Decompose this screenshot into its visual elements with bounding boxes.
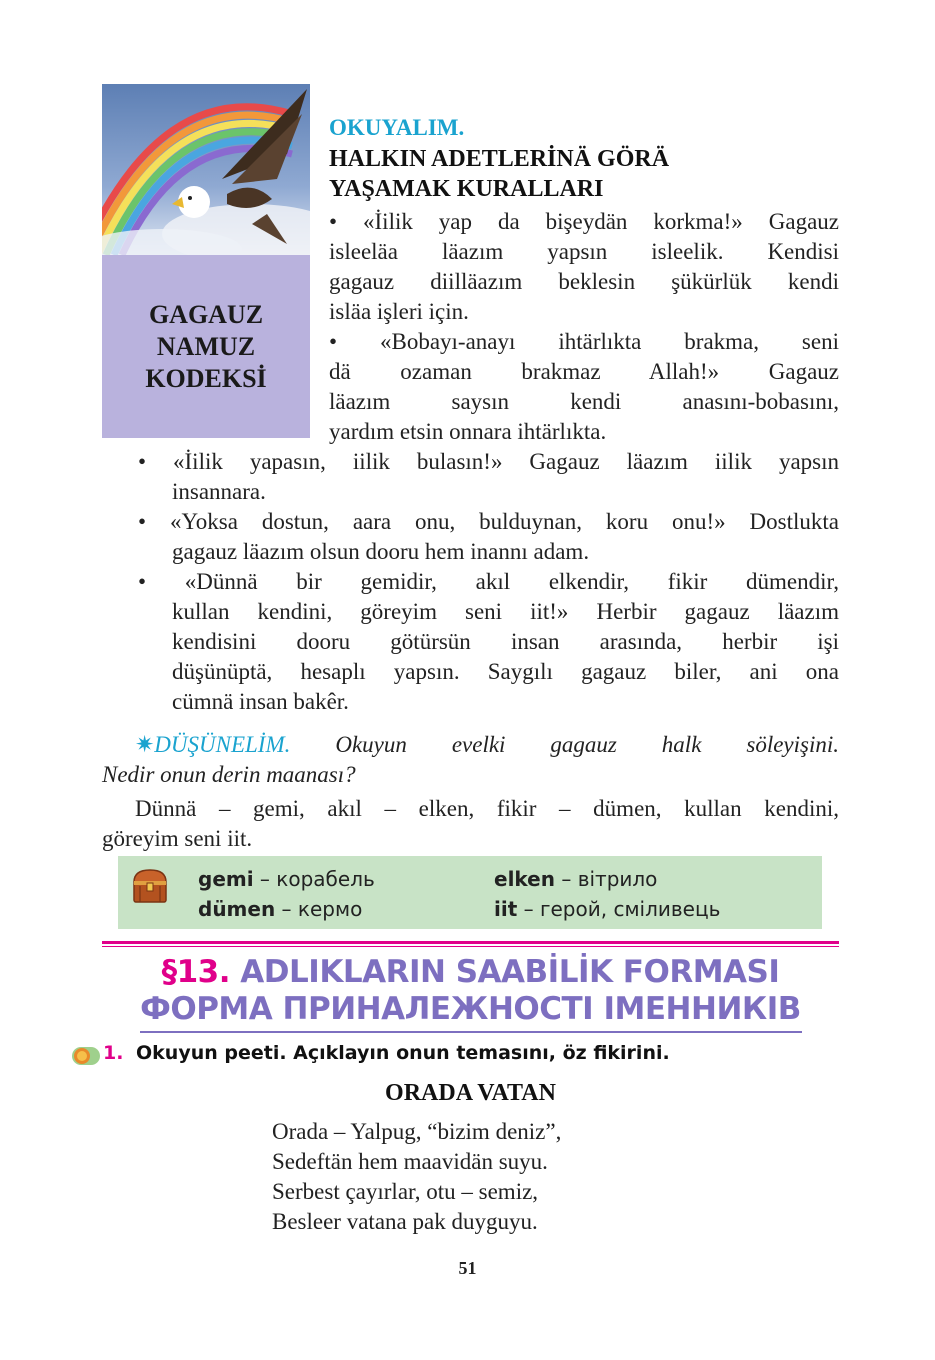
section-number: §13. [161, 954, 231, 990]
rule-1-line: gagauz diilläazım beklesin şükürlük kendi [329, 269, 839, 294]
rule-2-line: • «Bobayı-anayı ihtärlıkta brakma, seni [329, 329, 839, 354]
poem-line: Sedeftän hem maavidän suyu. [272, 1149, 548, 1174]
reading-title: HALKIN ADETLERİNÄ GÖRÄ YAŞAMAK KURALLARI [329, 146, 670, 202]
eagle-rainbow-illustration [102, 84, 310, 255]
page-number: 51 [458, 1258, 477, 1278]
rule-1-line: isleeläa läazım yapsın isleelik. Kendisi [329, 239, 839, 264]
thinking-prompt-line2: Nedir onun derin maanası? [102, 762, 356, 787]
saying-text: göreyim seni iit. [102, 826, 253, 851]
rule-5-line: cümnä insan bakêr. [172, 689, 349, 714]
poem-line: Serbest çayırlar, otu – semiz, [272, 1179, 539, 1204]
sidebar-label-box [102, 255, 310, 438]
thinking-heading: DÜŞÜNELİM. [154, 732, 291, 757]
saying-text: Dünnä – gemi, akıl – elken, fikir – dümen, kullan kendini, [135, 796, 839, 821]
task-instruction: Okuyun peeti. Açıklayın onun temasını, öz fikirini. [136, 1042, 670, 1064]
rule-4-line: gagauz läazım olsun dooru hem inannı adam. [172, 539, 590, 564]
reading-kicker: OKUYALIM. [329, 115, 465, 140]
rule-3-line: • «İilik yapasın, iilik bulasın!» Gagauz läazım iilik yapsın [138, 449, 839, 474]
rule-2-line: läazım saysın kendi anasını-bobasını, [329, 389, 839, 414]
exercise-bullet-icon [72, 1046, 102, 1066]
vocab-entry: iit – герой, сміливець [494, 897, 721, 921]
section-divider [102, 946, 839, 947]
rule-5-line: • «Dünnä bir gemidir, akıl elkendir, fikir dümendir, [138, 569, 839, 594]
section-title-translation: ФОРМА ПРИНАЛЕЖНОСТІ ІМЕННИКІВ [140, 991, 801, 1027]
poem-line: Besleer vatana pak duyguyu. [272, 1209, 538, 1234]
poem-title: ORADA VATAN [385, 1080, 556, 1106]
section-title: §13. ADLIKLARIN SAABİLİK FORMASI [161, 954, 780, 990]
section-divider [102, 941, 839, 944]
task-number: 1. [103, 1042, 124, 1064]
rule-5-line: düşünüptä, hesaplı yapsın. Saygılı gagauz biler, ani ona [172, 659, 839, 684]
rule-1-line: • «İilik yap da bişeydän korkma!» Gagauz [329, 209, 839, 234]
vocabulary-box [118, 856, 822, 929]
rule-5-line: kullan kendini, göreyim seni iit!» Herbir gagauz läazım [172, 599, 839, 624]
vocab-entry: elken – вітрило [494, 867, 658, 891]
rule-3-line: insannara. [172, 479, 266, 504]
rule-5-line: kendisini dooru götürsün insan arasında, herbir işi [172, 629, 839, 654]
treasure-chest-icon [130, 866, 170, 906]
rule-2-line: dä ozaman brakmaz Allah!» Gagauz [329, 359, 839, 384]
star-icon: ✷ [135, 732, 155, 757]
poem-line: Orada – Yalpug, “bizim deniz”, [272, 1119, 562, 1144]
rule-1-line: isläa işleri için. [329, 299, 469, 324]
vocab-entry: dümen – кермо [198, 897, 363, 921]
section-underline [140, 1031, 802, 1033]
rule-4-line: • «Yoksa dostun, aara onu, bulduynan, koru onu!» Dostlukta [138, 509, 839, 534]
thinking-prompt: ✷DÜŞÜNELİM. Okuyun evelki gagauz halk söleyişini. [135, 732, 839, 757]
vocab-entry: gemi – корабель [198, 867, 375, 891]
sidebar-label: GAGAUZ NAMUZ KODEKSİ [145, 300, 267, 393]
rule-2-line: yardım etsin onnara ihtärlıkta. [329, 419, 607, 444]
